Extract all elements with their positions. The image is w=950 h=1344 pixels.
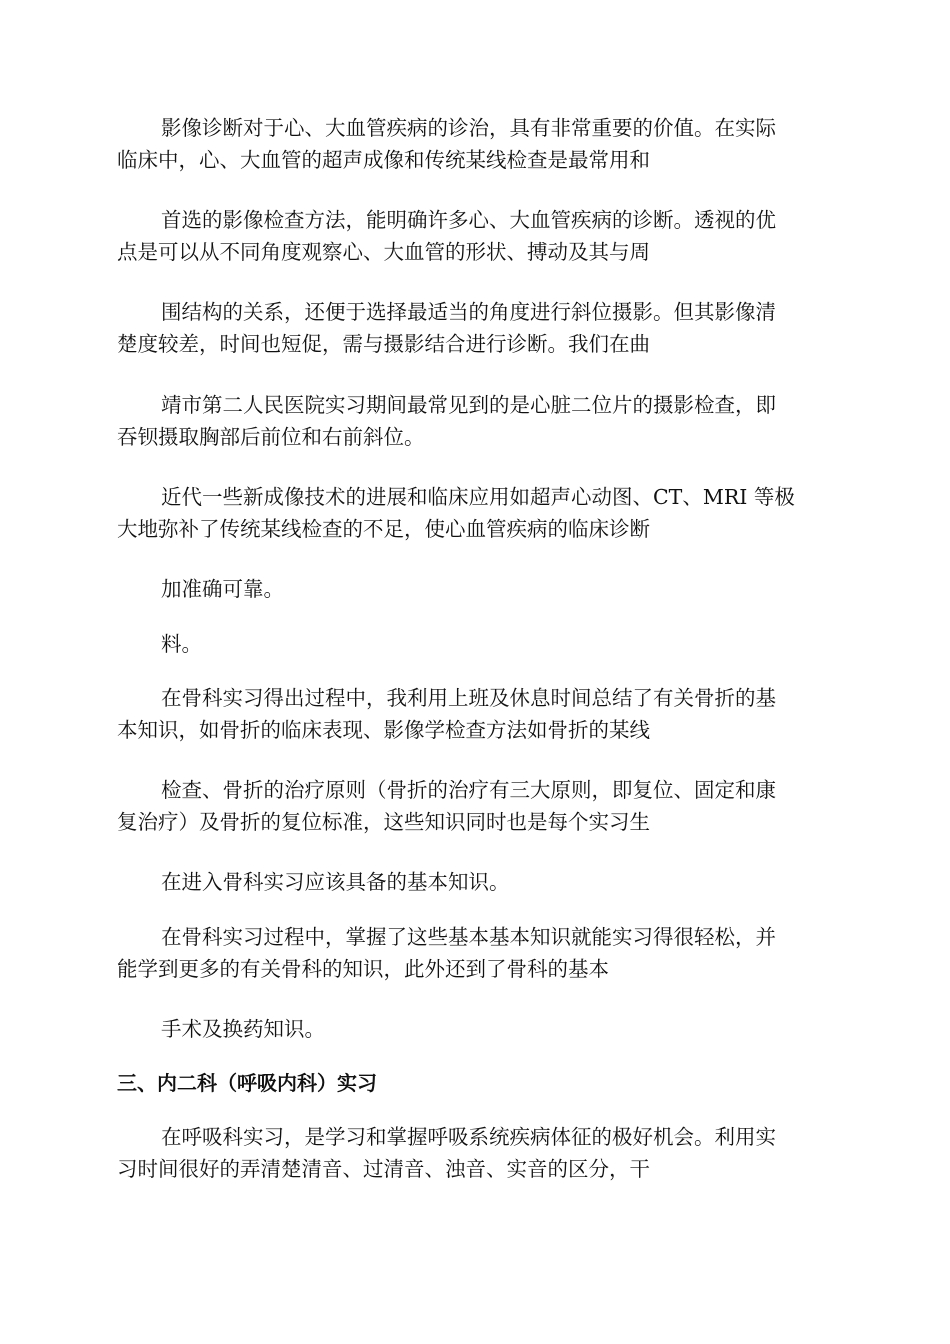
text-line: 影像诊断对于心、大血管疾病的诊治，具有非常重要的价值。在实际 bbox=[161, 116, 776, 140]
text-line: 点是可以从不同角度观察心、大血管的形状、搏动及其与周 bbox=[117, 240, 650, 264]
paragraph-cardiac-imaging bbox=[117, 112, 837, 176]
paragraph-hospital-internship bbox=[117, 389, 837, 453]
paragraph-surgery-dressing bbox=[117, 1013, 837, 1045]
text-line: 能学到更多的有关骨科的知识，此外还到了骨科的基本 bbox=[117, 957, 609, 981]
paragraph-oblique-photography bbox=[117, 296, 837, 360]
text-line: 在骨科实习得出过程中，我利用上班及休息时间总结了有关骨折的基 bbox=[161, 686, 776, 710]
text-line: 围结构的关系，还便于选择最适当的角度进行斜位摄影。但其影像清 bbox=[161, 300, 776, 324]
text-line: 复治疗）及骨折的复位标准，这些知识同时也是每个实习生 bbox=[117, 810, 650, 834]
text-line: 料。 bbox=[161, 632, 202, 656]
text-line: 吞钡摄取胸部后前位和右前斜位。 bbox=[117, 425, 425, 449]
paragraph-fluoroscopy bbox=[117, 204, 837, 268]
paragraph-new-imaging-tech bbox=[117, 481, 837, 545]
text-line: 检查、骨折的治疗原则（骨折的治疗有三大原则，即复位、固定和康 bbox=[161, 778, 776, 802]
paragraph-orthopedics-practice bbox=[117, 921, 837, 985]
paragraph-basic-knowledge bbox=[117, 866, 837, 898]
text-line: 大地弥补了传统某线检查的不足，使心血管疾病的临床诊断 bbox=[117, 517, 650, 541]
text-line: 临床中，心、大血管的超声成像和传统某线检查是最常用和 bbox=[117, 148, 650, 172]
text-line: 在呼吸科实习，是学习和掌握呼吸系统疾病体征的极好机会。利用实 bbox=[161, 1125, 776, 1149]
paragraph-reliable-diagnosis bbox=[117, 573, 837, 605]
paragraph-orthopedics-intro bbox=[117, 682, 837, 746]
text-line: 首选的影像检查方法，能明确许多心、大血管疾病的诊断。透视的优 bbox=[161, 208, 776, 232]
text-line: 习时间很好的弄清楚清音、过清音、浊音、实音的区分，干 bbox=[117, 1157, 650, 1181]
text-line: 手术及换药知识。 bbox=[161, 1017, 325, 1041]
text-line: 在进入骨科实习应该具备的基本知识。 bbox=[161, 870, 510, 894]
text-line: 加准确可靠。 bbox=[161, 577, 284, 601]
text-line: 近代一些新成像技术的进展和临床应用如超声心动图、CT、MRI 等极 bbox=[161, 485, 795, 509]
paragraph-fragment bbox=[117, 628, 837, 660]
paragraph-fracture-treatment bbox=[117, 774, 837, 838]
text-line: 楚度较差，时间也短促，需与摄影结合进行诊断。我们在曲 bbox=[117, 332, 650, 356]
text-line: 靖市第二人民医院实习期间最常见到的是心脏二位片的摄影检查，即 bbox=[161, 393, 776, 417]
text-line: 本知识，如骨折的临床表现、影像学检查方法如骨折的某线 bbox=[117, 718, 650, 742]
text-line: 在骨科实习过程中，掌握了这些基本基本知识就能实习得很轻松，并 bbox=[161, 925, 776, 949]
section-heading: 三、内二科（呼吸内科）实习 bbox=[117, 1071, 377, 1095]
paragraph-respiratory bbox=[117, 1121, 837, 1185]
